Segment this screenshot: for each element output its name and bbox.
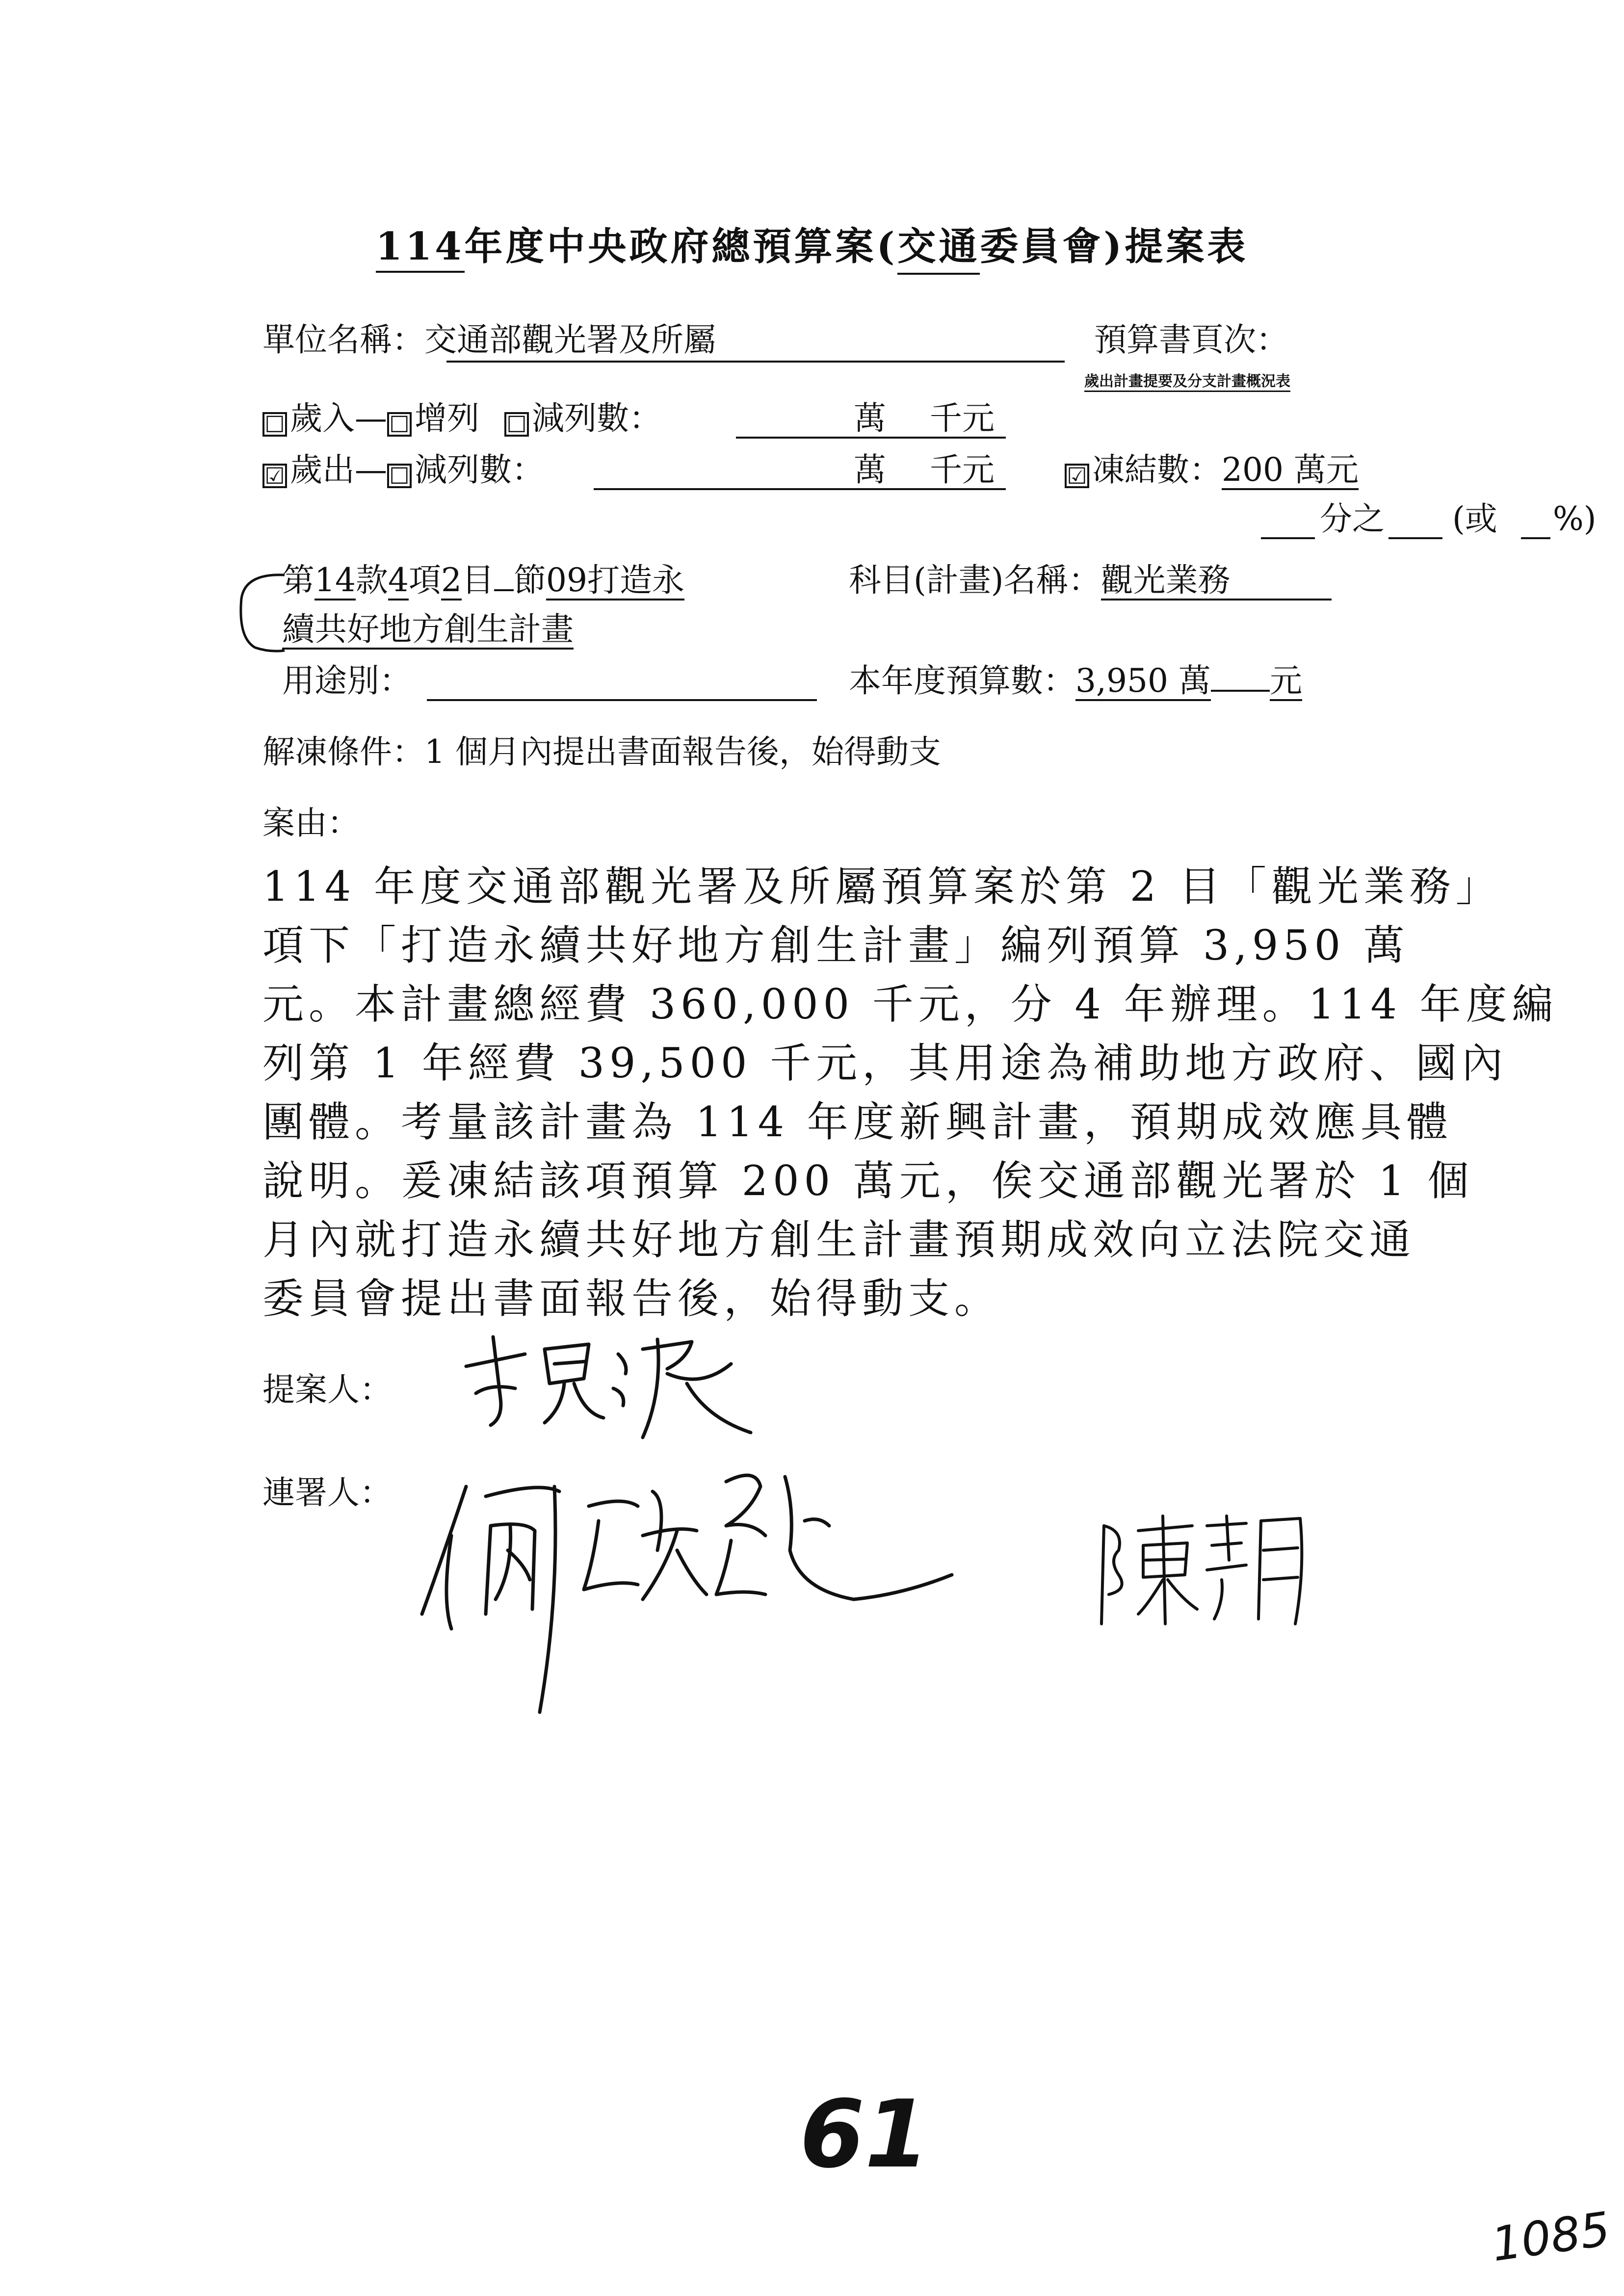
reason-line: 月內就打造永續共好地方創生計畫預期成效向立法院交通 (262, 1216, 1416, 1264)
cosigner-signature-1 (412, 1452, 1050, 1727)
expense-cut-label: 減列數： (415, 451, 544, 489)
title-end: 委員會)提案表 (980, 224, 1249, 269)
reason-line: 列第 1 年經費 39,500 千元，其用途為補助地方政府、國內 (262, 1039, 1508, 1087)
page-number: 61 (800, 2080, 930, 2189)
plan-name-1: 打造永 (587, 564, 684, 600)
unit-label: 單位名稱： (262, 321, 424, 359)
jie-label: 節 (513, 561, 546, 599)
fraction-num-line (1261, 537, 1315, 539)
cosigner-signature-2 (1089, 1496, 1325, 1644)
page-note: 歲出計畫提要及分支計畫概況表 (1084, 369, 1290, 392)
unit-value: 交通部觀光署及所屬 (424, 321, 716, 359)
plan-no: 09 (546, 564, 587, 600)
di-label: 第 (282, 561, 314, 599)
xiang-label: 項 (408, 561, 441, 599)
reason-line: 團體。考量該計畫為 114 年度新興計畫，預期成效應具體 (262, 1098, 1453, 1146)
expense-wan: 萬 (854, 451, 886, 489)
reason-line: 項下「打造永續共好地方創生計畫」編列預算 3,950 萬 (262, 921, 1410, 969)
budget-label: 本年度預算數： (849, 662, 1075, 700)
income-wan: 萬 (854, 399, 886, 437)
budget-blank (1211, 688, 1270, 692)
title-mid: 年度中央政府總預算案( (464, 224, 898, 269)
usage-underline (427, 699, 817, 701)
percent-close: %) (1553, 500, 1597, 538)
freeze-checkbox[interactable]: ☑ (1065, 464, 1089, 488)
budget-item-row (282, 561, 684, 600)
income-add-label: 增列 (415, 399, 479, 437)
subject-row (849, 561, 1332, 600)
unit-underline (446, 361, 1065, 363)
reason-line: 說明。爰凍結該項預算 200 萬元，俟交通部觀光署於 1 個 (262, 1157, 1474, 1205)
subject-label: 科目(計畫)名稱： (849, 561, 1101, 599)
budget-row (849, 662, 1302, 701)
kuan-no: 14 (314, 564, 356, 600)
percent-line (1521, 537, 1550, 539)
cosigner-label: 連署人： (262, 1474, 392, 1512)
subject-value: 觀光業務 (1101, 564, 1332, 600)
mu-no: 2 (441, 564, 462, 600)
expense-row (262, 451, 544, 489)
or-open: (或 (1452, 500, 1497, 538)
reason-label: 案由： (262, 804, 360, 842)
mu-label: 目 (461, 561, 494, 599)
reason-line: 元。本計畫總經費 360,000 千元，分 4 年辦理。114 年度編 (262, 980, 1558, 1028)
fraction-den-line (1388, 537, 1442, 539)
expense-cut-checkbox[interactable]: ☐ (387, 464, 412, 488)
plan-name-2: 續共好地方創生計畫 (282, 613, 574, 650)
income-add-checkbox[interactable]: ☐ (387, 412, 412, 437)
reason-line: 委員會提出書面報告後，始得動支。 (262, 1275, 1001, 1323)
expense-label: 歲出— (290, 451, 387, 489)
income-checkbox[interactable]: ☐ (262, 412, 287, 437)
freeze-label: 凍結數： (1092, 451, 1222, 489)
budget-value: 3,950 萬 (1075, 665, 1211, 701)
page-label: 預算書頁次： (1094, 321, 1288, 359)
reason-line: 114 年度交通部觀光署及所屬預算案於第 2 目「觀光業務」 (262, 862, 1502, 911)
usage-label: 用途別： (282, 662, 412, 700)
unfreeze-condition: 解凍條件：1 個月內提出書面報告後，始得動支 (262, 733, 941, 771)
brace-mark (231, 564, 289, 662)
unit-row (262, 321, 716, 359)
expense-qian-yuan: 千元 (930, 451, 995, 489)
income-row (262, 399, 661, 438)
income-label: 歲入— (290, 399, 387, 437)
kuan-label: 款 (355, 561, 388, 599)
freeze-value: 200 萬元 (1222, 454, 1359, 490)
income-qian-yuan: 千元 (930, 399, 995, 437)
xiang-no: 4 (388, 564, 409, 600)
proposer-label: 提案人： (262, 1371, 392, 1409)
expense-checkbox[interactable]: ☑ (262, 464, 287, 488)
title-year: 114 (376, 224, 465, 273)
title-committee: 交通 (897, 216, 980, 275)
jie-blank (494, 587, 514, 591)
stamp-number: 1085 (1488, 2202, 1614, 2272)
proposer-signature (456, 1320, 760, 1447)
income-cut-checkbox[interactable]: ☐ (504, 412, 529, 437)
income-cut-label: 減列數： (531, 399, 661, 437)
freeze-row (1065, 451, 1359, 490)
budget-yuan: 元 (1270, 665, 1302, 701)
page-title (0, 216, 1624, 275)
plan-name-2-row (282, 610, 574, 650)
fraction-of: 分之 (1320, 500, 1385, 538)
